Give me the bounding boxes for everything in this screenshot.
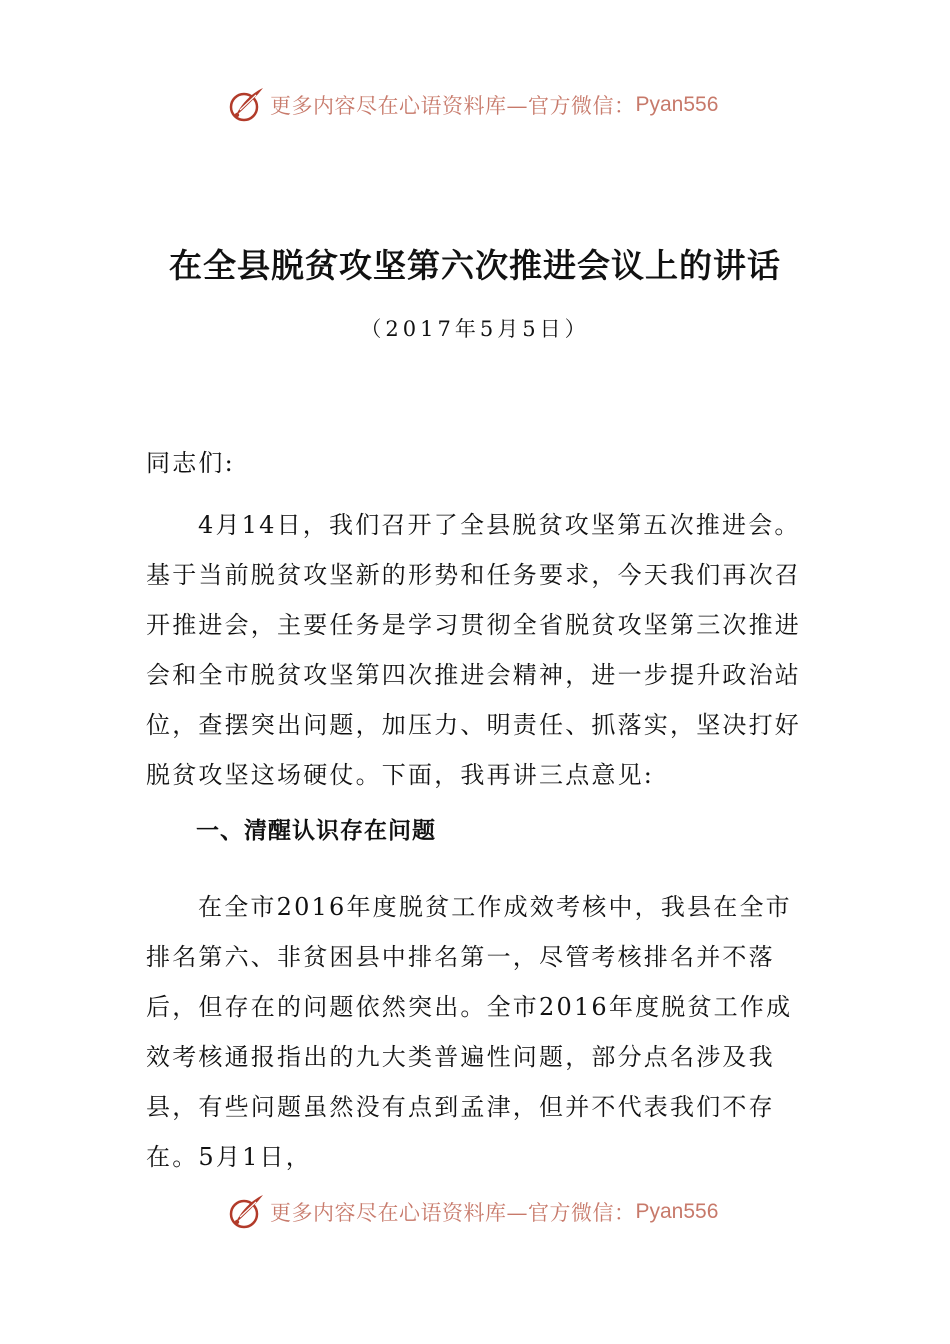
salutation: 同志们:	[146, 449, 235, 477]
watermark-footer	[226, 1190, 718, 1234]
watermark-wechat-id: Pyan556	[635, 1200, 719, 1223]
paragraph-2: 在全市2016年度脱贫工作成效考核中，我县在全市排名第六、非贫困县中排名第一，尽管考核排名并不落后，但存在的问题依然突出。全市2016年度脱贫工作成效考核通报指出的九大类普遍性问题，部分点名涉及我县，有些问题虽然没有点到孟津，但并不代表我们不存在。5月1日，	[146, 893, 793, 1171]
quill-logo-icon	[226, 85, 266, 125]
quill-logo-icon	[226, 1192, 266, 1232]
watermark-text: 更多内容尽在心语资料库—官方微信：	[270, 1201, 636, 1225]
section-heading-1: 一、清醒认识存在问题	[196, 818, 436, 844]
document-date: （2017年5月5日）	[360, 317, 590, 341]
paragraph-1: 4月14日，我们召开了全县脱贫攻坚第五次推进会。基于当前脱贫攻坚新的形势和任务要求，今天我们再次召开推进会，主要任务是学习贯彻全省脱贫攻坚第三次推进会和全市脱贫攻坚第四次推进会精神，进一步提升政治站位，查摆突出问题，加压力、明责任、抓落实，坚决打好脱贫攻坚这场硬仗。下面，我再讲三点意见:	[146, 511, 801, 789]
watermark-text: 更多内容尽在心语资料库—官方微信：	[270, 94, 636, 118]
watermark-header	[226, 83, 718, 127]
document-title: 在全县脱贫攻坚第六次推进会议上的讲话	[169, 246, 781, 285]
watermark-wechat-id: Pyan556	[635, 93, 719, 116]
